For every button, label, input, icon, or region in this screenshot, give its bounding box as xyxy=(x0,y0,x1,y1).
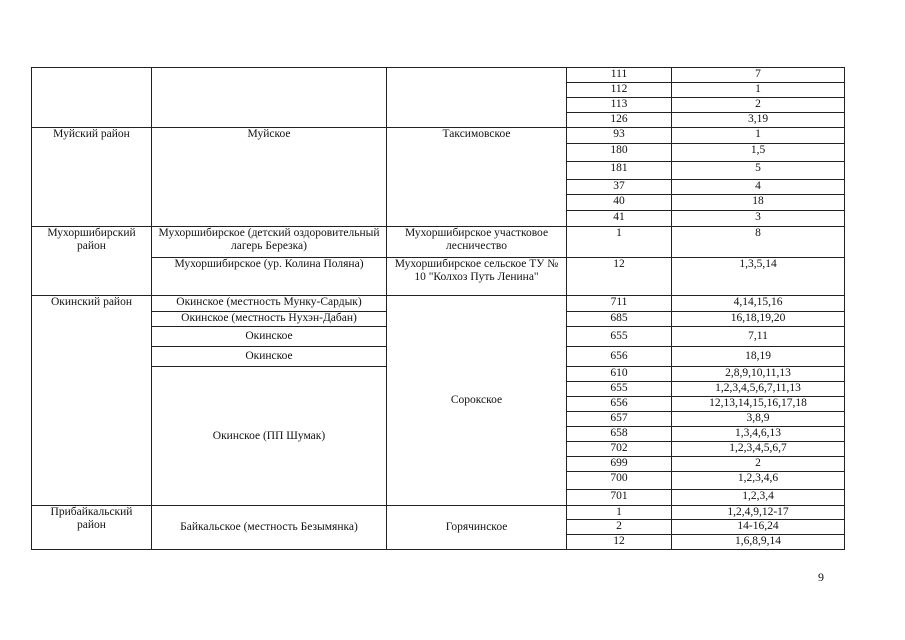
settlement-cell: Байкальское (местность Безымянка) xyxy=(152,506,387,550)
table-row xyxy=(32,296,845,312)
vydel-cell: 14-16,24 xyxy=(672,520,845,535)
kvartal-cell: 111 xyxy=(567,68,672,83)
kvartal-cell: 40 xyxy=(567,195,672,211)
vydel-cell: 8 xyxy=(672,227,845,258)
kvartal-cell: 658 xyxy=(567,427,672,442)
district-cell: Прибайкальский район xyxy=(32,506,152,550)
vydel-cell: 1 xyxy=(672,128,845,144)
forest-table xyxy=(31,67,845,550)
kvartal-cell: 610 xyxy=(567,367,672,382)
kvartal-cell: 12 xyxy=(567,258,672,296)
kvartal-cell: 701 xyxy=(567,490,672,506)
district-cell: Муйский район xyxy=(32,128,152,227)
settlement-cell: Мухоршибирское (ур. Колина Поляна) xyxy=(152,258,387,296)
vydel-cell: 1,3,5,14 xyxy=(672,258,845,296)
vydel-cell: 2 xyxy=(672,98,845,113)
kvartal-cell: 702 xyxy=(567,442,672,457)
district-cell: Окинский район xyxy=(32,296,152,506)
vydel-cell: 2 xyxy=(672,457,845,472)
vydel-cell: 1,2,4,9,12-17 xyxy=(672,506,845,520)
vydel-cell: 3,8,9 xyxy=(672,412,845,427)
table-row xyxy=(32,258,845,296)
settlement-cell: Окинское xyxy=(152,347,387,367)
vydel-cell: 7 xyxy=(672,68,845,83)
forestry-cell: Горячинское xyxy=(387,506,567,550)
kvartal-cell: 699 xyxy=(567,457,672,472)
vydel-cell: 3 xyxy=(672,211,845,227)
settlement-cell: Окинское (местность Мунку-Сардык) xyxy=(152,296,387,312)
settlement-cell: Муйское xyxy=(152,128,387,227)
page-number: 9 xyxy=(818,570,824,584)
kvartal-cell: 126 xyxy=(567,113,672,128)
table-row xyxy=(32,227,845,258)
forestry-cell xyxy=(387,68,567,128)
vydel-cell: 1,6,8,9,14 xyxy=(672,535,845,550)
forestry-cell: Мухоршибирское участковое лесничество xyxy=(387,227,567,258)
kvartal-cell: 2 xyxy=(567,520,672,535)
district-cell: Мухоршибирский район xyxy=(32,227,152,296)
vydel-cell: 12,13,14,15,16,17,18 xyxy=(672,397,845,412)
settlement-cell: Окинское (местность Нухэн-Дабан) xyxy=(152,312,387,327)
vydel-cell: 4,14,15,16 xyxy=(672,296,845,312)
vydel-cell: 3,19 xyxy=(672,113,845,128)
table-row xyxy=(32,506,845,520)
kvartal-cell: 181 xyxy=(567,162,672,180)
vydel-cell: 1,2,3,4,5,6,7 xyxy=(672,442,845,457)
kvartal-cell: 112 xyxy=(567,83,672,98)
kvartal-cell: 655 xyxy=(567,327,672,347)
kvartal-cell: 656 xyxy=(567,347,672,367)
vydel-cell: 1 xyxy=(672,83,845,98)
kvartal-cell: 685 xyxy=(567,312,672,327)
vydel-cell: 2,8,9,10,11,13 xyxy=(672,367,845,382)
table-row xyxy=(32,68,845,83)
vydel-cell: 1,2,3,4 xyxy=(672,490,845,506)
kvartal-cell: 711 xyxy=(567,296,672,312)
settlement-cell xyxy=(152,68,387,128)
vydel-cell: 18,19 xyxy=(672,347,845,367)
forestry-cell: Таксимовское xyxy=(387,128,567,227)
kvartal-cell: 41 xyxy=(567,211,672,227)
vydel-cell: 7,11 xyxy=(672,327,845,347)
kvartal-cell: 93 xyxy=(567,128,672,144)
vydel-cell: 5 xyxy=(672,162,845,180)
kvartal-cell: 657 xyxy=(567,412,672,427)
kvartal-cell: 37 xyxy=(567,180,672,195)
kvartal-cell: 700 xyxy=(567,472,672,490)
kvartal-cell: 180 xyxy=(567,144,672,162)
vydel-cell: 1,2,3,4,6 xyxy=(672,472,845,490)
table-row xyxy=(32,128,845,144)
kvartal-cell: 1 xyxy=(567,506,672,520)
kvartal-cell: 1 xyxy=(567,227,672,258)
vydel-cell: 1,5 xyxy=(672,144,845,162)
vydel-cell: 4 xyxy=(672,180,845,195)
vydel-cell: 18 xyxy=(672,195,845,211)
kvartal-cell: 655 xyxy=(567,382,672,397)
vydel-cell: 1,3,4,6,13 xyxy=(672,427,845,442)
kvartal-cell: 656 xyxy=(567,397,672,412)
forestry-cell: Сорокское xyxy=(387,296,567,506)
vydel-cell: 1,2,3,4,5,6,7,11,13 xyxy=(672,382,845,397)
kvartal-cell: 12 xyxy=(567,535,672,550)
kvartal-cell: 113 xyxy=(567,98,672,113)
vydel-cell: 16,18,19,20 xyxy=(672,312,845,327)
district-cell xyxy=(32,68,152,128)
settlement-cell: Окинское xyxy=(152,327,387,347)
settlement-cell: Окинское (ПП Шумак) xyxy=(152,367,387,506)
forestry-cell: Мухоршибирское сельское ТУ № 10 "Колхоз Путь Ленина" xyxy=(387,258,567,296)
settlement-cell: Мухоршибирское (детский оздоровительный лагерь Березка) xyxy=(152,227,387,258)
